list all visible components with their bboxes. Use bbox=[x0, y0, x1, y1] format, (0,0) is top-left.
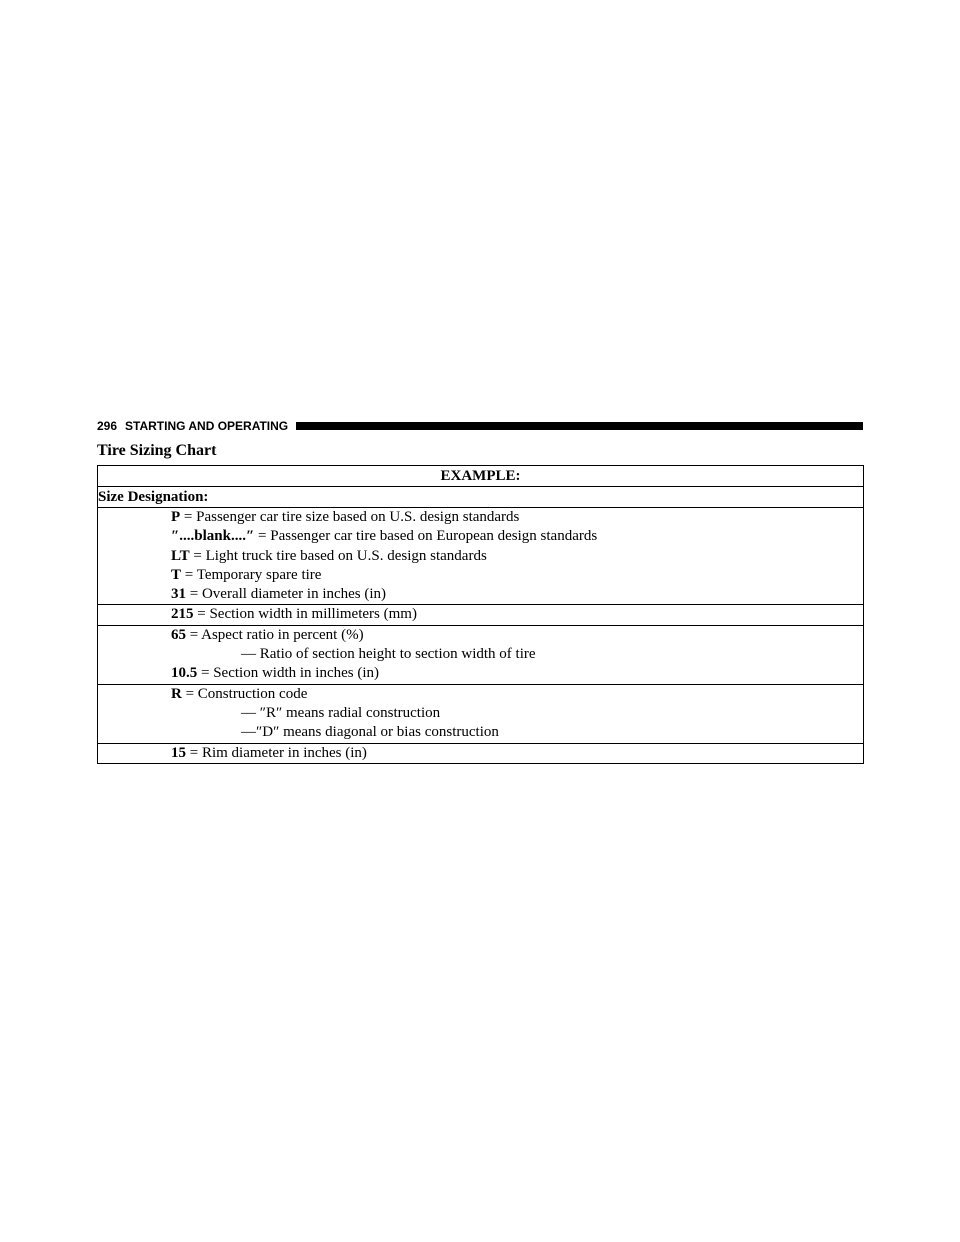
tire-sizing-table bbox=[97, 465, 864, 764]
page-title: Tire Sizing Chart bbox=[97, 442, 217, 459]
list-subitem: — Ratio of section height to section width of tire bbox=[241, 646, 536, 663]
tire-code: R bbox=[171, 685, 182, 702]
tire-code-desc: = Passenger car tire size based on U.S. design standards bbox=[183, 509, 520, 525]
list-item bbox=[98, 605, 863, 624]
table-cell bbox=[98, 625, 864, 684]
list-item bbox=[98, 664, 863, 683]
tire-code: 15 bbox=[171, 744, 186, 761]
page-header bbox=[97, 418, 863, 434]
table-row bbox=[98, 684, 864, 743]
list-subitem: — ″R″ means radial construction bbox=[241, 704, 441, 721]
tire-code-desc: = Aspect ratio in percent (%) bbox=[189, 626, 364, 643]
table-row bbox=[98, 508, 864, 605]
table-row-size-designation bbox=[98, 487, 864, 508]
table-row-example bbox=[98, 466, 864, 487]
tire-code-desc: = Section width in millimeters (mm) bbox=[197, 606, 417, 623]
table-cell bbox=[98, 508, 864, 605]
list-item bbox=[98, 626, 863, 645]
header-rule bbox=[296, 422, 863, 430]
table-row bbox=[98, 743, 864, 763]
list-item bbox=[98, 585, 863, 604]
tire-code-desc: = Rim diameter in inches (in) bbox=[189, 744, 367, 761]
list-item bbox=[98, 744, 863, 763]
table-row bbox=[98, 605, 864, 625]
tire-code: T bbox=[171, 566, 182, 583]
tire-code: P bbox=[171, 509, 181, 525]
tire-code-desc: = Temporary spare tire bbox=[184, 566, 322, 583]
tire-code-desc: = Overall diameter in inches (in) bbox=[189, 586, 387, 603]
tire-code-desc: = Construction code bbox=[185, 685, 308, 702]
list-item bbox=[98, 685, 863, 704]
tire-code: 10.5 bbox=[171, 665, 198, 682]
page-number: 296 bbox=[97, 419, 118, 433]
table-cell bbox=[98, 743, 864, 763]
tire-code: LT bbox=[171, 547, 190, 564]
table-row bbox=[98, 625, 864, 684]
table-cell bbox=[98, 605, 864, 625]
tire-code: 31 bbox=[171, 586, 186, 603]
list-item bbox=[98, 527, 863, 546]
example-label: EXAMPLE: bbox=[98, 466, 864, 487]
list-item bbox=[98, 566, 863, 585]
tire-code-desc: = Section width in inches (in) bbox=[201, 665, 380, 682]
tire-code: 215 bbox=[171, 606, 194, 623]
section-title: STARTING AND OPERATING bbox=[125, 419, 289, 433]
tire-code-desc: = Light truck tire based on U.S. design standards bbox=[193, 547, 487, 564]
list-item bbox=[98, 508, 863, 527]
tire-code: ″....blank....″ bbox=[171, 528, 255, 545]
tire-code: 65 bbox=[171, 626, 186, 643]
tire-code-desc: = Passenger car tire based on European design standards bbox=[258, 528, 598, 545]
table-cell bbox=[98, 684, 864, 743]
size-designation-label: Size Designation: bbox=[98, 487, 864, 508]
list-subitem: —″D″ means diagonal or bias construction bbox=[241, 724, 499, 741]
list-item bbox=[98, 547, 863, 566]
